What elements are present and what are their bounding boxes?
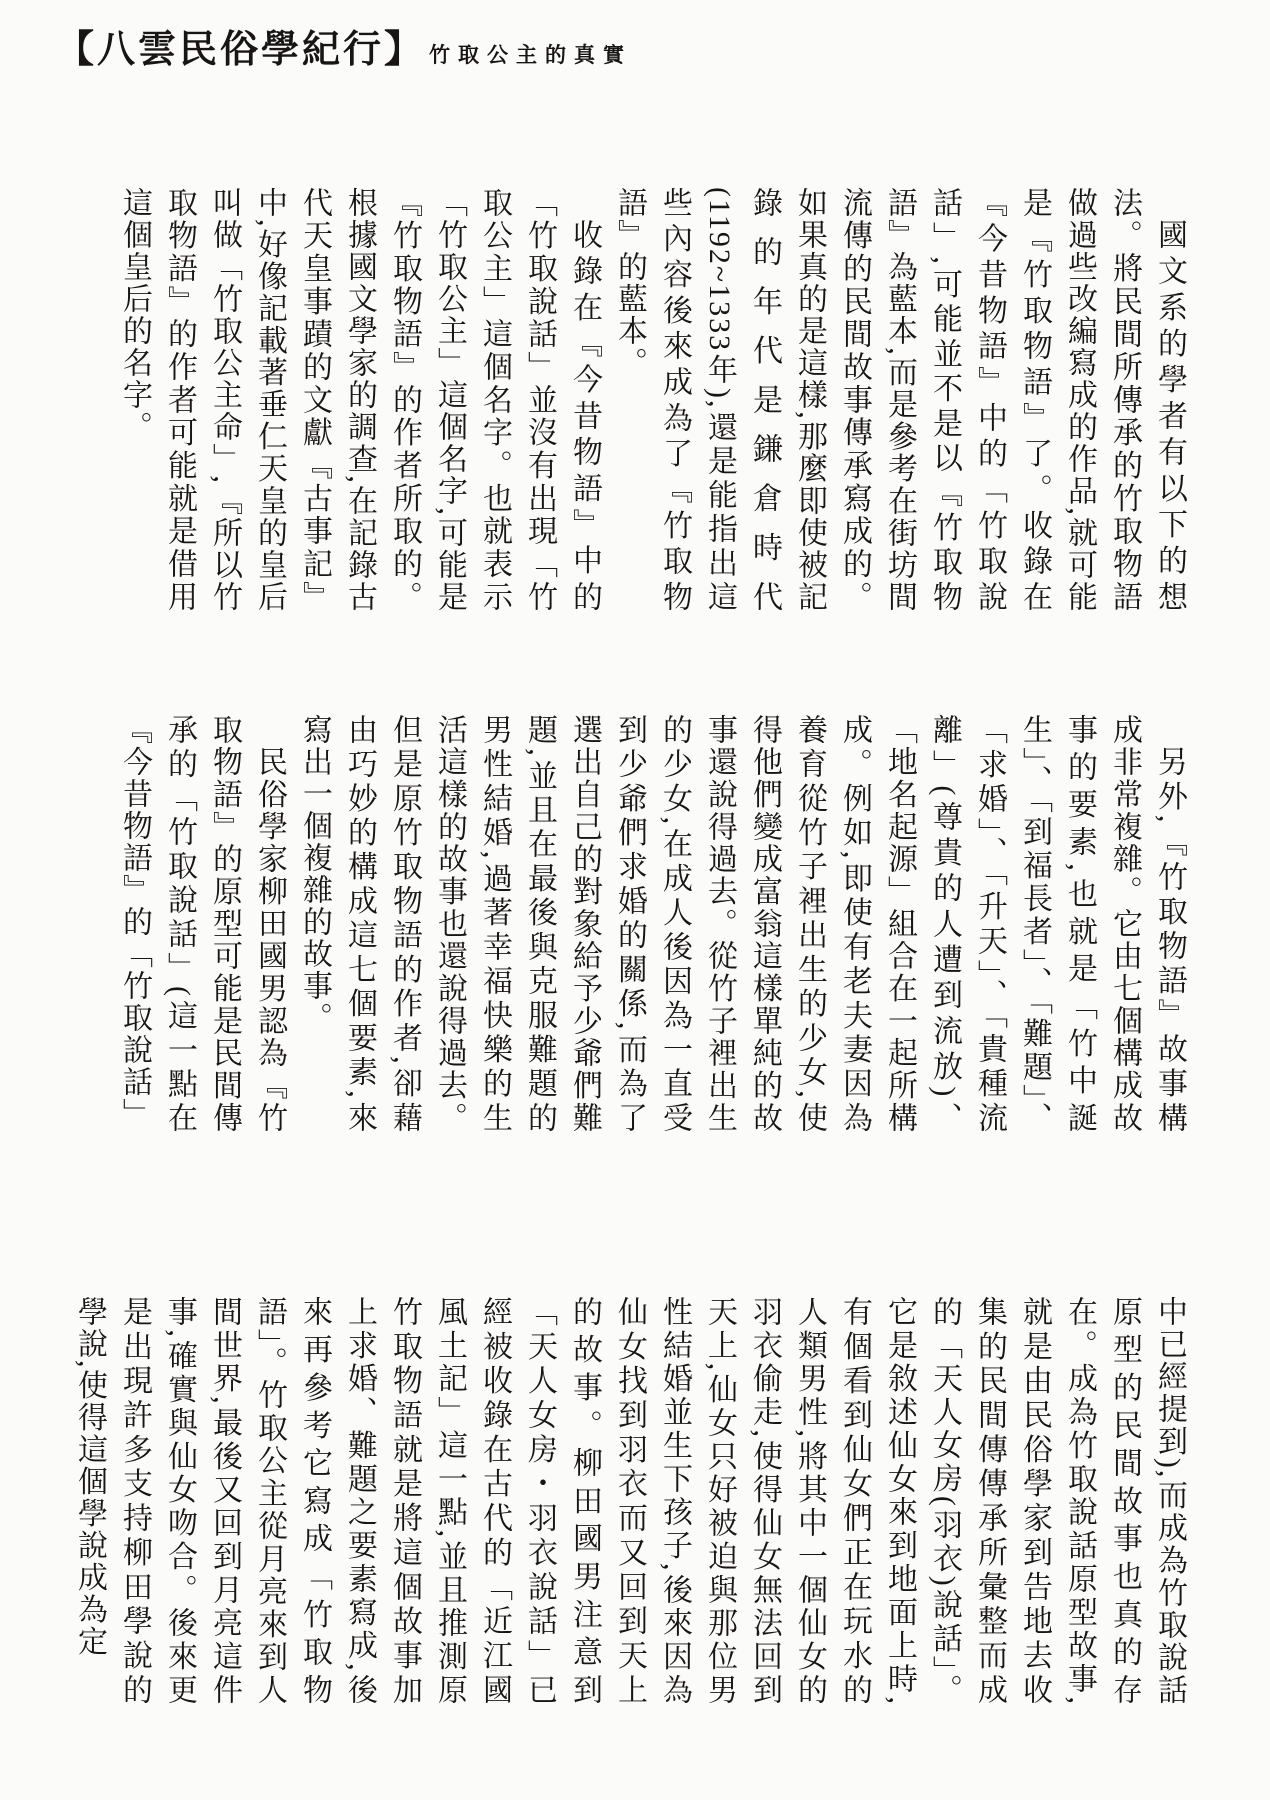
page-header xyxy=(56,18,632,73)
vertical-paragraph: 收錄在『今昔物語』中的「竹取說話」並沒有出現「竹取公主」這個名字。也就表示「竹取公主」這個名字,可能是『竹取物語』的作者所取的。根據國文學家的調查,在記錄古代天皇事蹟的文獻『古事記』中,好像記載著垂仁天皇的皇后叫做「竹取公主命」,『所以竹取物語』的作者可能就是借用這個皇后的名字。 xyxy=(118,187,601,613)
series-title: 【八雲民俗學紀行】 xyxy=(56,29,426,71)
vertical-paragraph: 另外,『竹取物語』故事構成非常複雜。它由七個構成故事的要素,也就是「竹中誕生」、「到福長者」、「難題」、「求婚」、「升天」、「貴種流離」(尊貴的人遭到流放)、「地名起源」組合在一起所構成。例如,即使有老夫妻因為養育從竹子裡出生的少女,使得他們變成富翁這樣單純的故事還說得過去。從竹子裡出生的少女,在成人後因為一直受到少爺們求婚的關係,而為了選出自己的對象給予少爺們難題,並且在最後與克服難題的男性結婚,過著幸福快樂的生活這樣的故事也還說得過去。但是原竹取物語的作者,卻藉由巧妙的構成這七個要素,來寫出一個複雜的故事。 xyxy=(298,714,1186,1134)
text-band-top xyxy=(60,187,1192,613)
vertical-paragraph: 中已經提到),而成為竹取說話原型的民間故事也真的存在。成為竹取說話原型故事,就是由民俗學家到告地去收集的民間傳傳承所彙整而成的「天人女房(羽衣)說話」。它是敘述仙女來到地面上時,有個看到仙女們正在玩水的人類男性,將其中一個仙女的羽衣偷走,使得仙女無法回到天上,仙女只好被迫與那位男性結婚並生下孩子,後來因為仙女找到羽衣而又回到天上的故事。柳田國男注意到「天人女房・羽衣說話」已經被收錄在古代的「近江國風土記」這一點,並且推測原竹取物語就是將這個故事加上求婚、難題之要素寫成,後來再參考它寫成「竹取物語」。竹取公主從月亮來到人間世界,最後又回到月亮這件事,確實與仙女吻合。後來更是出現許多支持柳田學說的學說,使得這個學說成為定 xyxy=(73,1296,1186,1706)
vertical-paragraph: 國文系的學者有以下的想法。將民間所傳承的竹取物語做過些改編寫成的作品,就可能是『竹取物語』了。收錄在『今昔物語』中的「竹取說話」,可能並不是以『竹取物語』為藍本,而是參考在街坊間流傳的民間故事傳承寫成的。如果真的是這樣,那麼即使被記錄的年代是鎌倉時代(1192~1333年),還是能指出這些內容後來成為了『竹取物語』的藍本。 xyxy=(613,187,1186,613)
text-band-bottom xyxy=(60,1296,1192,1706)
article-title: 竹取公主的真實 xyxy=(429,43,633,67)
text-band-middle xyxy=(60,714,1192,1134)
vertical-paragraph: 民俗學家柳田國男認為『竹取物語』的原型可能是民間傳承的「竹取說話」(這一點在『今昔物語』的「竹取說話」 xyxy=(118,714,286,1134)
